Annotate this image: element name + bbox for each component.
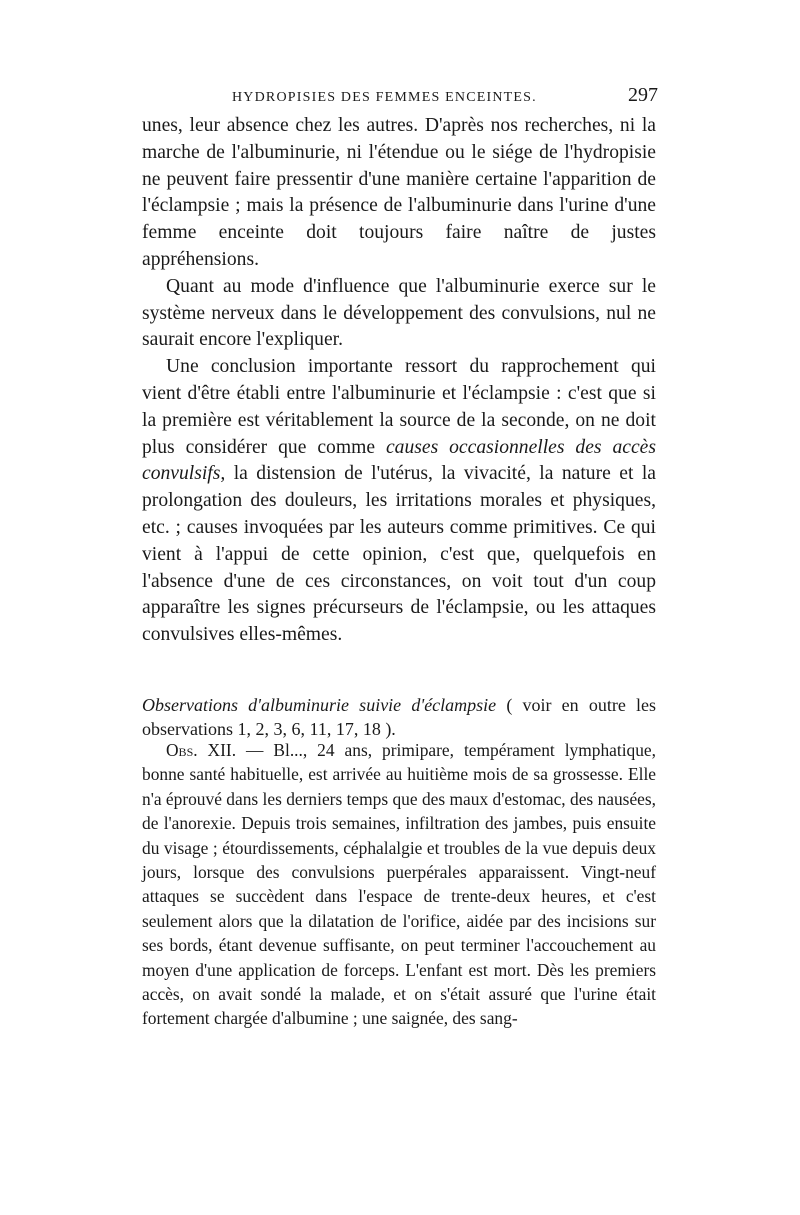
page-header xyxy=(142,84,658,112)
main-text xyxy=(142,113,656,649)
running-title: HYDROPISIES DES FEMMES ENCEINTES. xyxy=(232,90,537,105)
paragraph-3-start: Une conclusion importante ressort du rapprochement qui vient d'être établi entre l'albuminurie et l'éclampsie : c'est que si la première est véritablement la source de la seconde, on ne doit plus considérer que comme xyxy=(142,356,656,458)
paragraph-3 xyxy=(142,354,656,649)
section-heading xyxy=(142,693,656,741)
observation-text: — Bl..., 24 ans, primipare, tempérament lymphatique, bonne santé habituelle, est arrivée au huitième mois de sa grossesse. Elle n'a éprouvé dans les derniers temps que des maux d'estomac, des nausées, de l'anorexie. Depuis trois semaines, infiltration des jambes, puis ensuite du visage ; étourdissements, céphalalgie et troubles de la vue depuis deux jours, lorsque des convulsions puerpérales apparaissent. Vingt-neuf attaques se succèdent dans l'espace de trente-deux heures, et c'est seulement alors que la dilatation de l'orifice, aidée par des incisions sur ses bords, étant devenue suffisante, on peut terminer l'accouchement au moyen d'une application de forceps. L'enfant est mort. Dès les premiers accès, on avait sondé la malade, et on s'était assuré que l'urine était fortement chargée d'albumine ; une saignée, des sang- xyxy=(142,740,656,1029)
paragraph-2: Quant au mode d'influence que l'albuminurie exerce sur le système nerveux dans le développement des convulsions, nul ne saurait encore l'expliquer. xyxy=(142,275,656,351)
paragraph-3-italic: causes occasionnelles des accès convulsifs, xyxy=(142,436,656,485)
paragraph-3-end: la distension de l'utérus, la vivacité, la nature et la prolongation des douleurs, les irritations morales et physiques, etc. ; causes invoquées par les auteurs comme primitives. Ce qui vient à l'appui de cette opinion, c'est que, quelquefois en l'absence d'une de ces circonstances, on voit tout d'un coup apparaître les signes précurseurs de l'éclampsie, ou les attaques convulsives elles-mêmes. xyxy=(142,463,656,646)
paragraph-1: unes, leur absence chez les autres. D'après nos recherches, ni la marche de l'albuminurie, ni l'étendue ou le siége de l'hydropisie ne peuvent faire pressentir d'une manière certaine l'apparition de l'éclampsie ; mais la présence de l'albuminurie dans l'urine d'une femme enceinte doit toujours faire naître de justes appréhensions. xyxy=(142,115,656,270)
section-title-rest: ( voir en outre les observations 1, 2, 3, 6, 11, 17, 18 ). xyxy=(142,695,656,739)
observation-label: Obs. XII. xyxy=(166,740,237,760)
section-title-italic: Observations d'albuminurie suivie d'éclampsie xyxy=(142,695,497,715)
observation-paragraph xyxy=(142,738,656,1031)
page-number: 297 xyxy=(628,84,658,106)
